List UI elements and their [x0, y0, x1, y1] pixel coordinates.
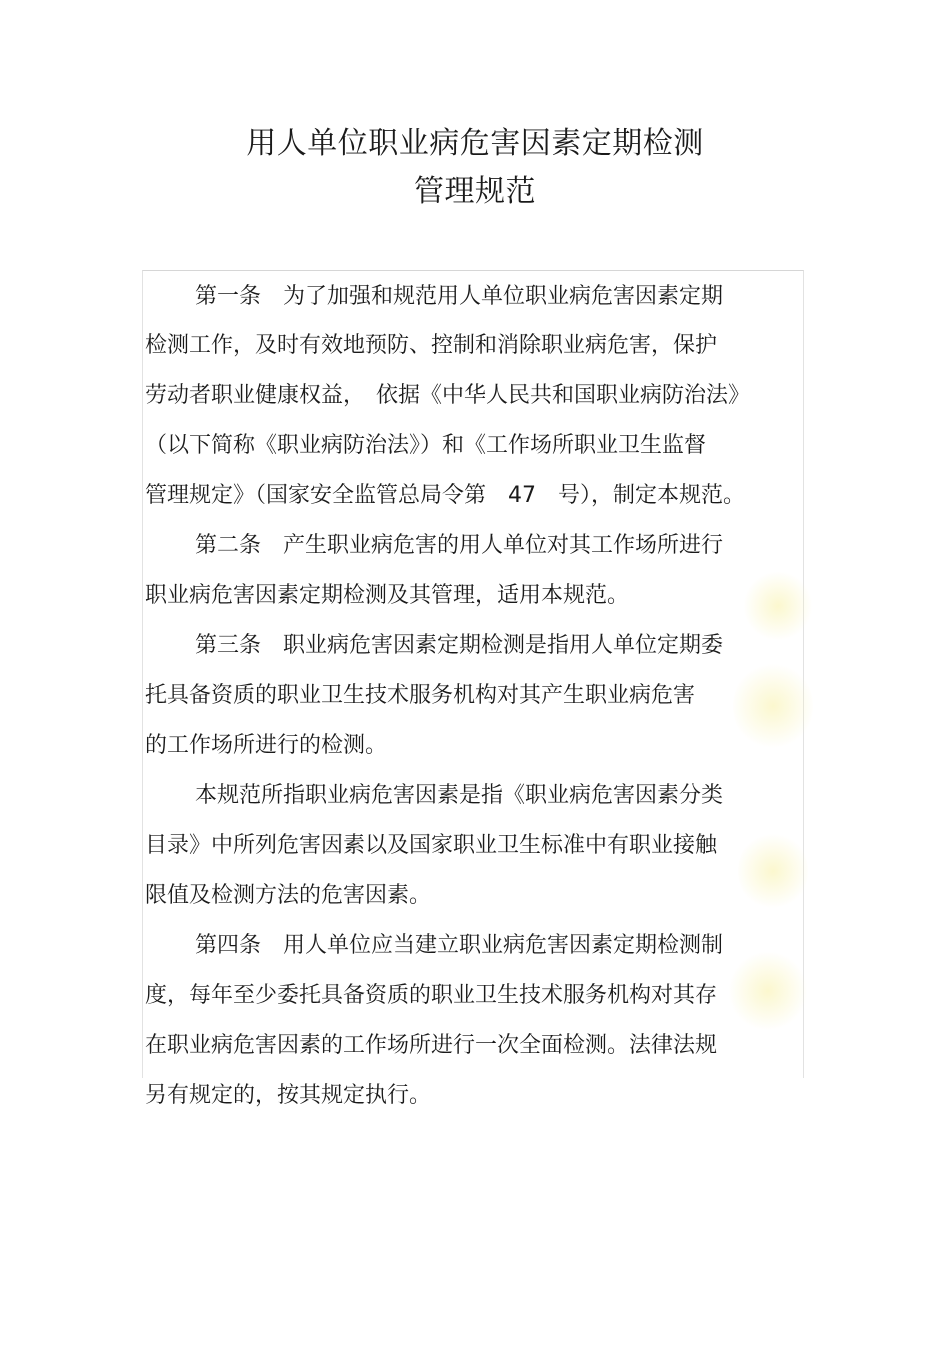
paper-stain — [728, 951, 808, 1031]
article-2-line-2: 职业病危害因素定期检测及其管理，适用本规范。 — [145, 583, 630, 608]
article-4-line-3: 在职业病危害因素的工作场所进行一次全面检测。法律法规 — [145, 1033, 718, 1058]
scope-paragraph-line-3: 限值及检测方法的危害因素。 — [145, 883, 432, 908]
paper-stain — [733, 661, 813, 751]
article-1-line-5: 管理规定》（国家安全监管总局令第 47 号），制定本规范。 — [145, 483, 745, 508]
article-4-line-4: 另有规定的，按其规定执行。 — [145, 1083, 432, 1108]
document-title-line-2: 管理规范 — [414, 174, 536, 209]
article-1-line-1: 第一条 为了加强和规范用人单位职业病危害因素定期 — [195, 284, 724, 309]
article-4-line-1: 第四条 用人单位应当建立职业病危害因素定期检测制 — [195, 933, 724, 958]
article-3-line-1: 第三条 职业病危害因素定期检测是指用人单位定期委 — [195, 633, 724, 658]
article-1-line-2: 检测工作，及时有效地预防、控制和消除职业病危害，保护 — [145, 333, 718, 358]
article-3-line-2: 托具备资质的职业卫生技术服务机构对其产生职业病危害 — [145, 683, 696, 708]
scope-paragraph-line-1: 本规范所指职业病危害因素是指《职业病危害因素分类 — [195, 783, 724, 808]
paper-stain — [743, 571, 813, 641]
document-title-line-1: 用人单位职业病危害因素定期检测 — [246, 126, 704, 161]
article-1-line-3: 劳动者职业健康权益， 依据《中华人民共和国职业病防治法》 — [145, 383, 751, 408]
article-1-line-4: （以下简称《职业病防治法》）和《工作场所职业卫生监督 — [145, 433, 707, 458]
article-3-line-3: 的工作场所进行的检测。 — [145, 733, 388, 758]
scope-paragraph-line-2: 目录》中所列危害因素以及国家职业卫生标准中有职业接触 — [145, 833, 718, 858]
article-2-line-1: 第二条 产生职业病危害的用人单位对其工作场所进行 — [195, 533, 724, 558]
paper-stain — [738, 831, 808, 911]
article-4-line-2: 度，每年至少委托具备资质的职业卫生技术服务机构对其存 — [145, 983, 718, 1008]
